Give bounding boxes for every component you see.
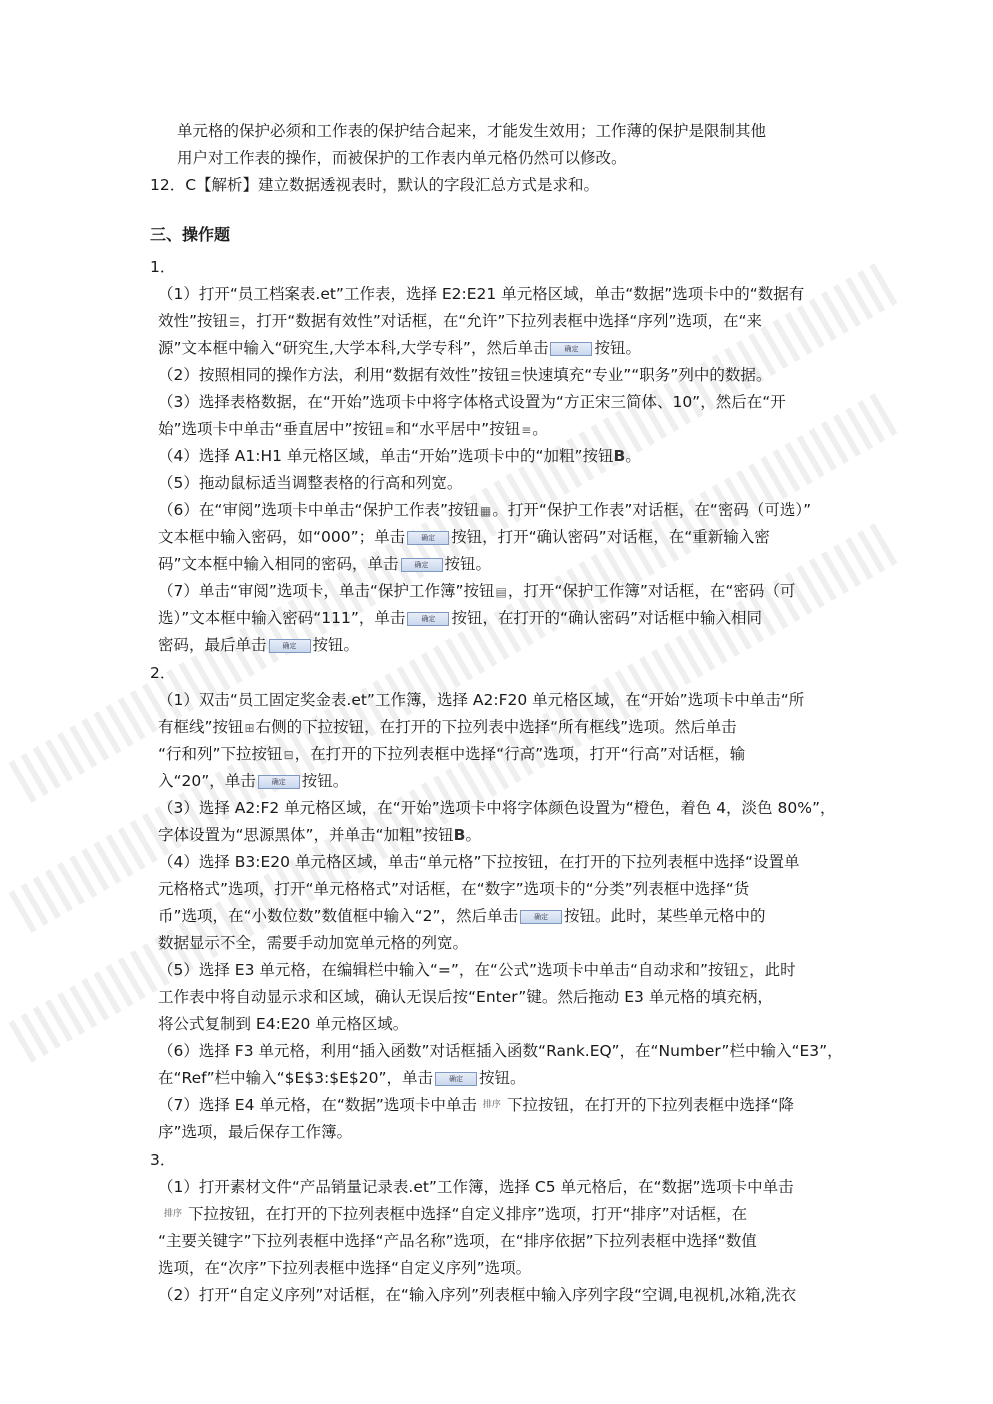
step-continued: “行和列”下拉按钮⊟，在打开的下拉列表框中选择“行高”选项，打开“行高”对话框，输 [158,745,746,763]
step-continued: 序”选项，最后保存工作簿。 [158,1123,353,1141]
step-continued: 效性”按钮☰，打开“数据有效性”对话框，在“允许”下拉列表框中选择“序列”选项，在“来 [158,312,763,330]
protect-sheet-icon: ▦ [479,503,492,518]
auto-sum-icon: ∑ [740,963,749,978]
bold-icon: B [453,826,466,844]
step-continued: 选）”文本框中输入密码“111”，单击 确定 按钮，在打开的“确认密码”对话框中输入相同 [158,609,762,627]
ok-button-icon: 确定 [258,775,300,789]
question-number: 3． [150,1151,176,1169]
step: （5）拖动鼠标适当调整表格的行高和列宽。 [158,474,463,492]
section-title: 三、操作题 [150,225,231,244]
rows-columns-icon: ⊟ [283,747,294,762]
ok-button-icon: 确定 [407,531,449,545]
sort-icon: 排序 [163,1209,182,1219]
horizontal-center-icon: ≡ [521,422,532,437]
step-continued: 元格格式”选项，打开“单元格格式”对话框，在“数字”选项卡的“分类”列表框中选择“货 [158,880,750,898]
question-number: 1． [150,258,176,276]
all-borders-icon: ⊞ [244,720,255,735]
data-validity-icon: ☰ [229,314,240,329]
step: （4）选择 A1:H1 单元格区域，单击“开始”选项卡中的“加粗”按钮B。 [158,447,641,465]
bold-icon: B [613,447,626,465]
step-continued: 数据显示不全，需要手动加宽单元格的列宽。 [158,934,469,952]
ok-button-icon: 确定 [520,910,562,924]
sort-icon: 排序 [482,1100,501,1110]
step: （1）打开“员工档案表.et”工作表，选择 E2:E21 单元格区域，单击“数据”选项卡中的“数据有 [158,285,805,303]
step: （3）选择 A2:F2 单元格区域，在“开始”选项卡中将字体颜色设置为“橙色，着色 4，淡色 80%”， [158,799,836,817]
ok-button-icon: 确定 [550,342,592,356]
step: （7）单击“审阅”选项卡，单击“保护工作簿”按钮▤，打开“保护工作簿”对话框，在“密码（可 [158,582,796,600]
step: （3）选择表格数据，在“开始”选项卡中将字体格式设置为“方正宋三简体、10”，然后在“开 [158,393,786,411]
step: （6）选择 F3 单元格，利用“插入函数”对话框插入函数“Rank.EQ”，在“Number”栏中输入“E3”， [158,1042,843,1060]
step: （1）双击“员工固定奖金表.et”工作簿，选择 A2:F20 单元格区域，在“开始”选项卡中单击“所 [158,691,805,709]
step: （2）打开“自定义序列”对话框，在“输入序列”列表框中输入序列字段“空调,电视机,冰箱,洗衣 [158,1286,797,1304]
data-validity-icon: ☰ [510,368,522,383]
step-continued: 源”文本框中输入“研究生,大学本科,大学专科”，然后单击 确定 按钮。 [158,339,641,357]
question-number: 2． [150,664,176,682]
ok-button-icon: 确定 [401,558,443,572]
ok-button-icon: 确定 [269,639,311,653]
step-continued: 有框线”按钮⊞右侧的下拉按钮，在打开的下拉列表中选择“所有框线”选项。然后单击 [158,718,737,736]
ok-button-icon: 确定 [407,612,449,626]
step: （1）打开素材文件“产品销量记录表.et”工作簿，选择 C5 单元格后，在“数据”选项卡中单击 [158,1178,794,1196]
document-content [150,118,850,1309]
step-continued: 文本框中输入密码，如“000”；单击 确定 按钮，打开“确认密码”对话框，在“重新输入密 [158,528,770,546]
step-continued: 选项，在“次序”下拉列表框中选择“自定义序列”选项。 [158,1259,532,1277]
step: （2）按照相同的操作方法，利用“数据有效性”按钮☰快速填充“专业”“职务”列中的数据。 [158,366,772,384]
step-continued: “主要关键字”下拉列表框中选择“产品名称”选项，在“排序依据”下拉列表框中选择“数值 [158,1232,757,1250]
ok-button-icon: 确定 [435,1072,477,1086]
step-continued: 在“Ref”栏中输入“$E$3:$E$20”，单击 确定 按钮。 [158,1069,526,1087]
protect-workbook-icon: ▤ [495,584,507,599]
step-continued: 币”选项，在“小数位数”数值框中输入“2”，然后单击 确定 按钮。此时，某些单元格中的 [158,907,766,925]
vertical-center-icon: ≡ [384,422,395,437]
step: （7）选择 E4 单元格，在“数据”选项卡中单击 排序 下拉按钮，在打开的下拉列表框中选择“降 [150,1092,850,1119]
step: （6）在“审阅”选项卡中单击“保护工作表”按钮▦。打开“保护工作表”对话框，在“密码（可选）” [158,501,812,519]
paragraph: 用户对工作表的操作，而被保护的工作表内单元格仍然可以修改。 [177,149,627,167]
step-continued: 字体设置为“思源黑体”，并单击“加粗”按钮B。 [158,826,481,844]
step: （4）选择 B3:E20 单元格区域，单击“单元格”下拉按钮，在打开的下拉列表框中选择“设置单 [158,853,800,871]
paragraph: 单元格的保护必须和工作表的保护结合起来，才能发生效用；工作薄的保护是限制其他 [177,122,767,140]
step-continued: 码”文本框中输入相同的密码，单击 确定 按钮。 [158,555,492,573]
step-continued: 将公式复制到 E4:E20 单元格区域。 [158,1015,409,1033]
step-continued: 始”选项卡中单击“垂直居中”按钮≡和“水平居中”按钮≡。 [158,420,548,438]
step-continued: 工作表中将自动显示求和区域，确认无误后按“Enter”键。然后拖动 E3 单元格的填充柄， [158,988,773,1006]
step: （5）选择 E3 单元格，在编辑栏中输入“=”，在“公式”选项卡中单击“自动求和”按钮∑，此时 [158,961,796,979]
step-continued: 密码，最后单击 确定 按钮。 [158,636,360,654]
step-continued: 排序 下拉按钮，在打开的下拉列表框中选择“自定义排序”选项，打开“排序”对话框，在 [150,1201,850,1228]
step-continued: 入“20”，单击 确定 按钮。 [158,772,349,790]
answer-12: 12．C【解析】建立数据透视表时，默认的字段汇总方式是求和。 [150,176,600,194]
